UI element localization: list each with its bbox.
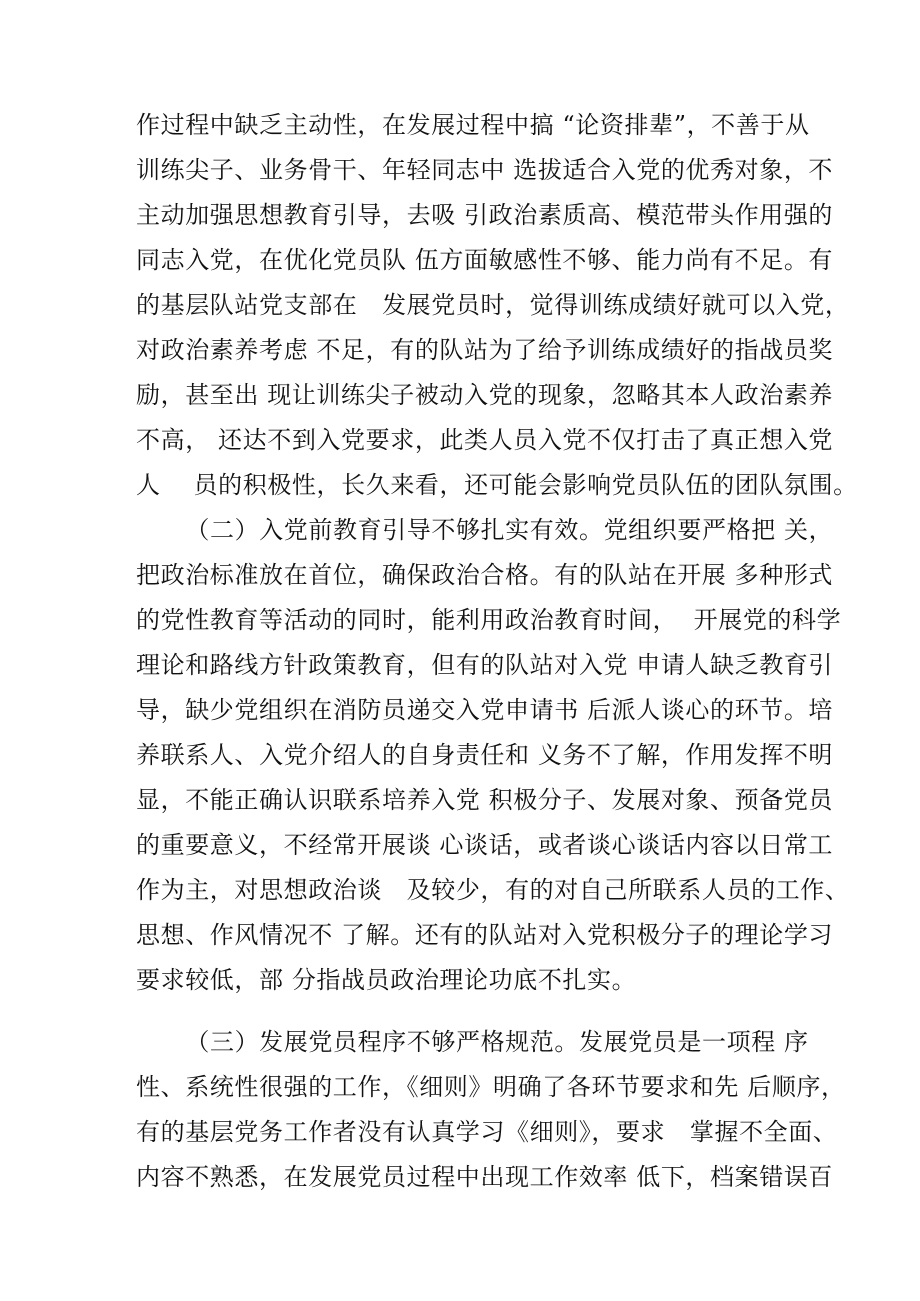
text-line: 有的基层党务工作者没有认真学习《细则》，要求 掌握不全面、 — [136, 1118, 838, 1146]
text-line: 人 员的积极性，长久来看，还可能会影响党员队伍的团队氛围。 — [136, 471, 858, 499]
text-line: 作为主，对思想政治谈 及较少，有的对自己所联系人员的工作、 — [136, 876, 850, 904]
text-line: 性、系统性很强的工作，《细则》明确了各环节要求和先 后顺序， — [136, 1073, 846, 1101]
text-line: 同志入党，在优化党员队 伍方面敏感性不够、能力尚有不足。有 — [136, 246, 834, 274]
text-line: 对政治素养考虑 不足，有的队站为了给予训练成绩好的指战员奖 — [136, 336, 834, 364]
text-line: 要求较低，部 分指战员政治理论功底不扎实。 — [136, 966, 637, 994]
text-line: 的党性教育等活动的同时，能利用政治教育时间， 开展党的科学 — [136, 606, 842, 634]
text-line: 励，甚至出 现让训练尖子被动入党的现象，忽略其本人政治素养 — [136, 381, 834, 409]
text-line: 训练尖子、业务骨干、年轻同志中 选拔适合入党的优秀对象，不 — [136, 156, 834, 184]
text-line: 的重要意义，不经常开展谈 心谈话，或者谈心谈话内容以日常工 — [136, 831, 834, 859]
text-line: 理论和路线方针政策教育，但有的队站对入党 申请人缺乏教育引 — [136, 651, 834, 679]
text-line: 显，不能正确认识联系培养入党 积极分子、发展对象、预备党员 — [136, 786, 834, 814]
text-line: 内容不熟悉，在发展党员过程中出现工作效率 低下，档案错误百 — [136, 1163, 834, 1191]
text-line: 的基层队站党支部在 发展党员时，觉得训练成绩好就可以入党， — [136, 291, 850, 319]
text-line: 不高， 还达不到入党要求，此类人员入党不仅打击了真正想入党 — [136, 426, 834, 454]
section-heading-line: （二）入党前教育引导不够扎实有效。党组织要严格把 关， — [136, 516, 834, 544]
text-line: 作过程中缺乏主动性，在发展过程中搞 “论资排辈”，不善于从 — [136, 111, 810, 139]
text-line: 导，缺少党组织在消防员递交入党申请书 后派人谈心的环节。培 — [136, 696, 834, 724]
text-line: 思想、作风情况不 了解。还有的队站对入党积极分子的理论学习 — [136, 921, 834, 949]
text-line: 养联系人、入党介绍人的自身责任和 义务不了解，作用发挥不明 — [136, 741, 834, 769]
text-line: 主动加强思想教育引导，去吸 引政治素质高、模范带头作用强的 — [136, 201, 834, 229]
text-line: 把政治标准放在首位，确保政治合格。有的队站在开展 多种形式 — [136, 561, 834, 589]
section-heading-line: （三）发展党员程序不够严格规范。发展党员是一项程 序 — [136, 1028, 809, 1056]
